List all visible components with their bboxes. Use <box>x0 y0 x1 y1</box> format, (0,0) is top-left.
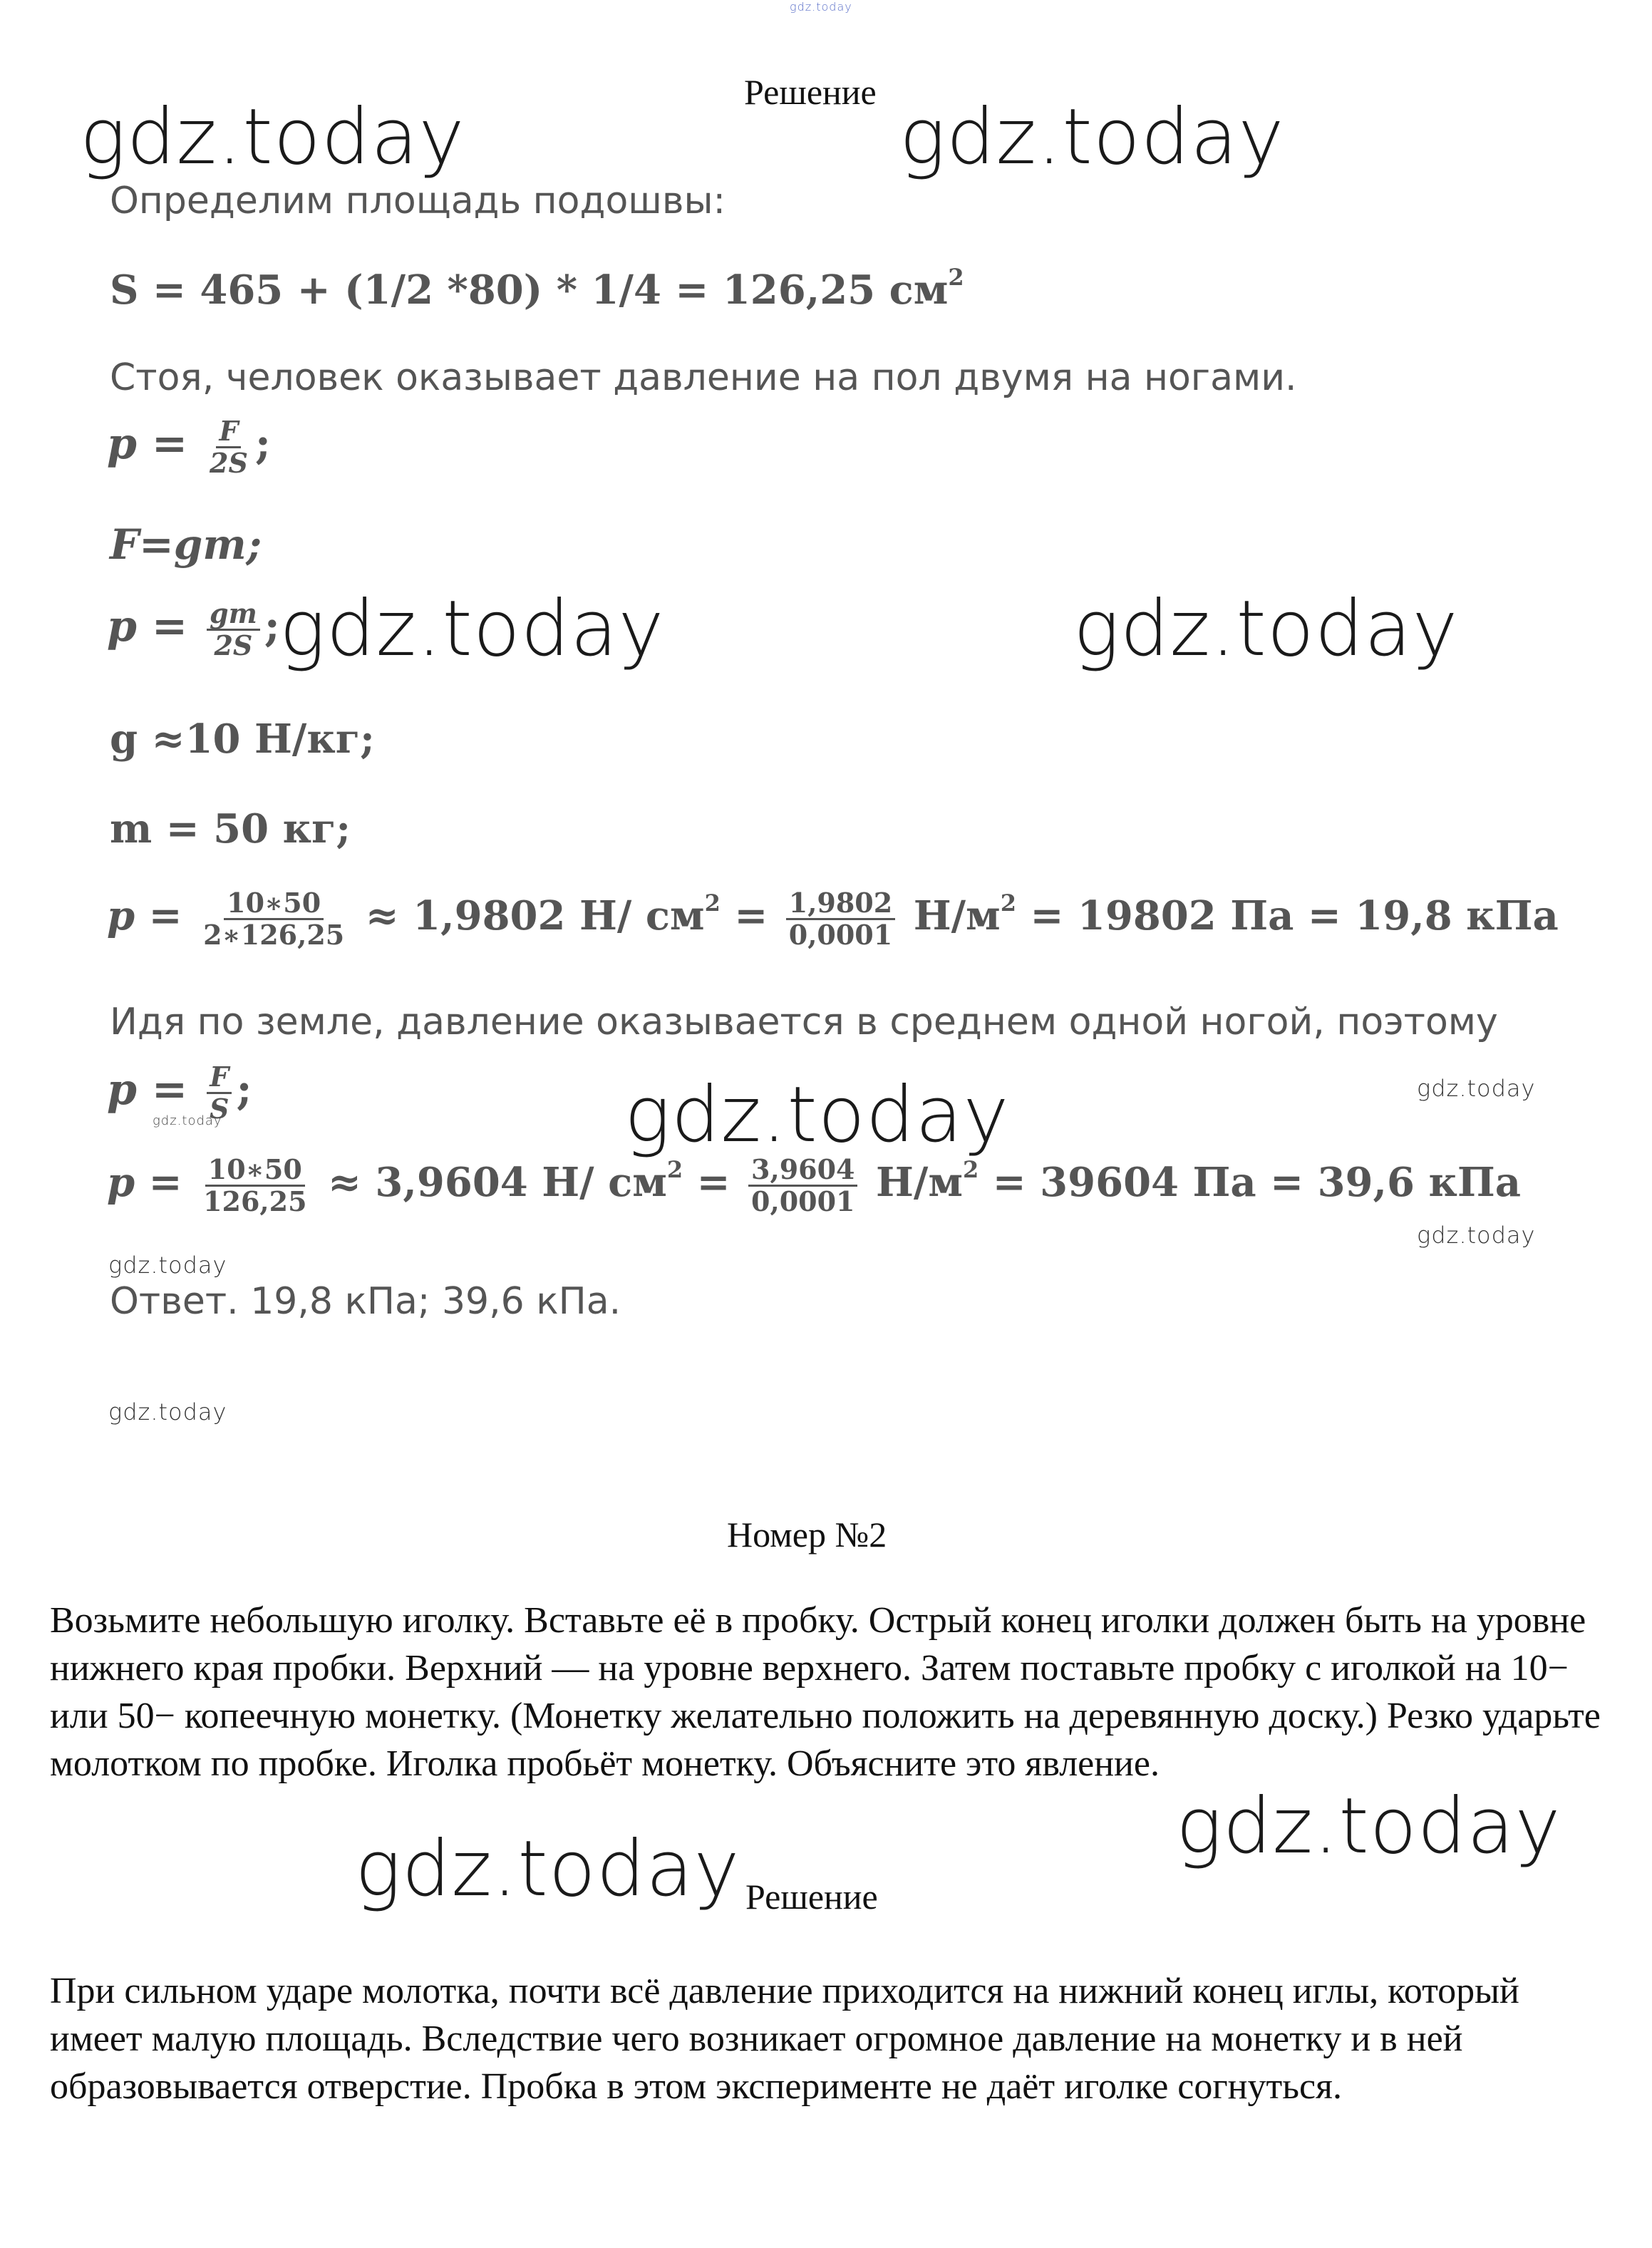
watermark-small: gdz.today <box>108 1398 227 1425</box>
fraction-gm-2s <box>207 599 260 661</box>
fraction-numerator: gm <box>207 599 260 631</box>
semicolon: ; <box>236 1064 252 1115</box>
calc1-end-exponent: 2 <box>1000 889 1016 917</box>
g-value: g ≈10 Н/кг; <box>110 716 375 763</box>
calc1-mid: ≈ 1,9802 Н/ см <box>365 892 705 939</box>
calc2-end: Н/м <box>875 1158 963 1206</box>
fraction-numerator: 10∗50 <box>224 888 324 920</box>
fraction-numerator: F <box>216 416 241 448</box>
watermark-small: gdz.today <box>1417 1075 1536 1102</box>
watermark-large: gdz.today <box>1176 1782 1561 1871</box>
formula-p1 <box>107 416 271 478</box>
formula-area-exponent: 2 <box>948 264 964 291</box>
p-label: p = <box>107 892 182 939</box>
walking-line: Идя по земле, давление оказывается в среднем одной ногой, поэтому <box>110 1001 1498 1043</box>
fraction-denominator: 2S <box>210 446 248 479</box>
fraction-force-area <box>200 888 347 950</box>
fraction-conversion <box>748 1155 857 1217</box>
problem-heading: Номер №2 <box>727 1515 887 1554</box>
semicolon: ; <box>264 601 280 651</box>
m-value: m = 50 кг; <box>110 805 351 852</box>
force-formula: F=gm; <box>110 520 262 569</box>
formula-area-text: S = 465 + (1/2 *80) * 1/4 = 126,25 см <box>110 267 949 314</box>
calc2-mid-exponent: 2 <box>666 1155 683 1183</box>
formula-p2 <box>107 599 280 661</box>
fraction-denominator: S <box>210 1092 229 1125</box>
watermark-large: gdz.today <box>624 1071 1010 1160</box>
fraction-conversion <box>786 888 895 950</box>
calc2-end-exponent: 2 <box>963 1155 979 1183</box>
watermark-large: gdz.today <box>1073 584 1459 674</box>
p-label: p = <box>107 601 188 651</box>
area-intro: Определим площадь подошвы: <box>110 180 726 222</box>
answer-line: Ответ. 19,8 кПа; 39,6 кПа. <box>110 1280 621 1323</box>
formula-area <box>110 264 964 314</box>
watermark-small: gdz.today <box>108 1252 227 1279</box>
watermark-small: gdz.today <box>1417 1222 1536 1249</box>
solution2-text: При сильном ударе молотка, почти всё давление приходится на нижний конец иглы, который имеет малую площадь. Вследствие чего возникает огромное давление на монетку и в ней образовывается отверстие. Пробка в этом эксперименте не даёт иголке согнуться. <box>50 1971 1519 2107</box>
calculation-walking <box>107 1155 1521 1217</box>
semicolon: ; <box>254 418 272 469</box>
fraction-denominator: 2S <box>214 629 253 661</box>
fraction-denominator: 126,25 <box>203 1185 307 1217</box>
calc1-mid-exponent: 2 <box>704 889 721 917</box>
watermark-tiny: gdz.today <box>153 1113 222 1128</box>
p-label: p = <box>107 1064 188 1115</box>
watermark-large: gdz.today <box>80 93 465 182</box>
problem-text: Возьмите небольшую иголку. Вставьте её в пробку. Острый конец иголки должен быть на уровне нижнего края пробки. Верхний — на уровне верхнего. Затем поставьте пробку с иголкой на 10− или 50− копеечную монетку. (Монетку желательно положить на деревянную доску.) Резко ударьте молотком по пробке. Иголка пробьёт монетку. Объясните это явление. <box>50 1600 1601 1784</box>
fraction-force-area <box>200 1155 309 1217</box>
calc2-result: = 39604 Па = 39,6 кПа <box>992 1158 1522 1206</box>
calc1-result: = 19802 Па = 19,8 кПа <box>1030 892 1559 939</box>
fraction-numerator: 3,9604 <box>748 1155 857 1187</box>
calc1-end: Н/м <box>913 892 1001 939</box>
fraction-denominator: 0,0001 <box>788 918 893 951</box>
calc2-mid: ≈ 3,9604 Н/ см <box>328 1158 667 1206</box>
watermark-large: gdz.today <box>899 93 1285 182</box>
p-label: p = <box>107 1158 182 1206</box>
fraction-denominator: 0,0001 <box>751 1185 855 1217</box>
fraction-denominator: 2∗126,25 <box>203 918 345 951</box>
watermark-large: gdz.today <box>279 584 665 674</box>
equals-sign: = <box>734 892 768 939</box>
solution2-heading: Решение <box>745 1877 878 1917</box>
fraction-numerator: 10∗50 <box>205 1155 305 1187</box>
calculation-standing <box>107 888 1559 950</box>
p-label: p = <box>107 418 188 469</box>
fraction-numerator: F <box>207 1062 232 1094</box>
fraction-numerator: 1,9802 <box>786 888 895 920</box>
watermark-large: gdz.today <box>355 1825 740 1914</box>
standing-line: Стоя, человек оказывает давление на пол двумя на ногами. <box>110 356 1297 399</box>
watermark-top: gdz.today <box>790 0 852 14</box>
equals-sign: = <box>696 1158 731 1206</box>
solution-heading: Решение <box>744 72 877 112</box>
fraction-f-2s <box>207 416 251 478</box>
